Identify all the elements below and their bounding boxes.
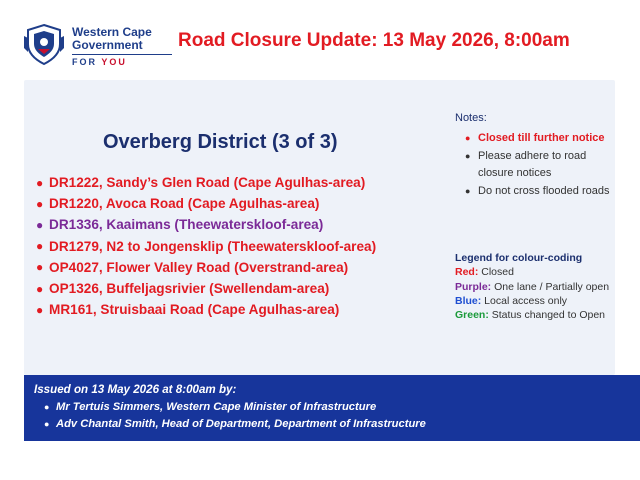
legend-key: Green: — [455, 309, 489, 322]
header — [0, 0, 640, 74]
signer-item — [44, 418, 426, 435]
legend-value: One lane / Partially open — [494, 280, 610, 293]
coat-of-arms-icon — [22, 22, 66, 66]
legend-value: Status changed to Open — [491, 309, 606, 322]
issued-by-footer — [24, 375, 640, 441]
signers-list — [44, 401, 426, 435]
legend-entry-purple — [455, 280, 615, 294]
road-item — [36, 278, 376, 299]
logo-tagline — [72, 57, 127, 67]
notes-section — [455, 112, 615, 200]
logo-tagline-for: FOR — [72, 57, 97, 67]
road-item-text: DR1336, Kaaimans (Theewaterskloof-area) — [49, 217, 324, 233]
road-item — [36, 214, 376, 235]
bullet-icon: ● — [36, 302, 44, 317]
bullet-icon: ● — [465, 185, 471, 196]
bullet-icon: ● — [36, 196, 44, 211]
colour-legend — [455, 251, 615, 322]
road-item-text: DR1220, Avoca Road (Cape Agulhas-area) — [49, 196, 320, 212]
road-item-text: DR1222, Sandy’s Glen Road (Cape Agulhas-area) — [49, 175, 366, 191]
legend-title: Legend for colour-coding — [455, 252, 583, 264]
road-item — [36, 193, 376, 214]
road-item — [36, 172, 376, 193]
road-item — [36, 236, 376, 257]
legend-entry-blue — [455, 294, 615, 308]
bullet-icon: ● — [36, 260, 44, 275]
bullet-icon: ● — [465, 133, 471, 143]
legend-value: Closed — [481, 266, 514, 279]
road-item-text: MR161, Struisbaai Road (Cape Agulhas-area) — [49, 302, 340, 318]
legend-entry-green — [455, 308, 615, 322]
note-text: Please adhere to road closure notices — [478, 149, 587, 179]
signer-text: Adv Chantal Smith, Head of Department, Department of Infrastructure — [56, 418, 426, 430]
road-item-text: OP1326, Buffeljagsrivier (Swellendam-area) — [49, 281, 330, 297]
road-item — [36, 257, 376, 278]
bullet-icon: ● — [36, 281, 44, 296]
road-closure-list — [36, 172, 376, 320]
note-text: Do not cross flooded roads — [478, 184, 610, 197]
road-item — [36, 299, 376, 320]
bullet-icon: ● — [44, 419, 50, 429]
note-item — [465, 148, 615, 183]
page-title: Road Closure Update: 13 May 2026, 8:00am — [178, 30, 570, 51]
bullet-icon: ● — [36, 175, 44, 190]
note-item — [465, 130, 615, 148]
logo-text-western-cape: Western Cape — [72, 25, 152, 39]
issued-statement: Issued on 13 May 2026 at 8:00am by: — [34, 383, 237, 396]
logo-text-government: Government — [72, 38, 143, 52]
road-item-text: OP4027, Flower Valley Road (Overstrand-area) — [49, 259, 349, 275]
notes-title: Notes: — [455, 112, 487, 124]
bullet-icon: ● — [465, 150, 471, 161]
legend-key: Red: — [455, 266, 479, 279]
legend-key: Blue: — [455, 294, 482, 307]
signer-text: Mr Tertuis Simmers, Western Cape Minister of Infrastructure — [56, 401, 377, 413]
logo-divider — [72, 54, 172, 55]
legend-key: Purple: — [455, 280, 492, 293]
bullet-icon: ● — [36, 239, 44, 254]
legend-entry-red — [455, 265, 615, 279]
notes-list — [455, 130, 615, 200]
bullet-icon: ● — [36, 217, 44, 232]
note-text: Closed till further notice — [478, 132, 605, 144]
western-cape-government-logo — [22, 20, 172, 70]
district-heading: Overberg District (3 of 3) — [103, 131, 338, 153]
road-item-text: DR1279, N2 to Jongensklip (Theewaterskloof-area) — [49, 238, 377, 254]
legend-value: Local access only — [484, 294, 568, 307]
signer-item — [44, 401, 426, 418]
bullet-icon: ● — [44, 402, 50, 412]
note-item — [465, 183, 615, 201]
logo-tagline-you: YOU — [101, 57, 127, 67]
